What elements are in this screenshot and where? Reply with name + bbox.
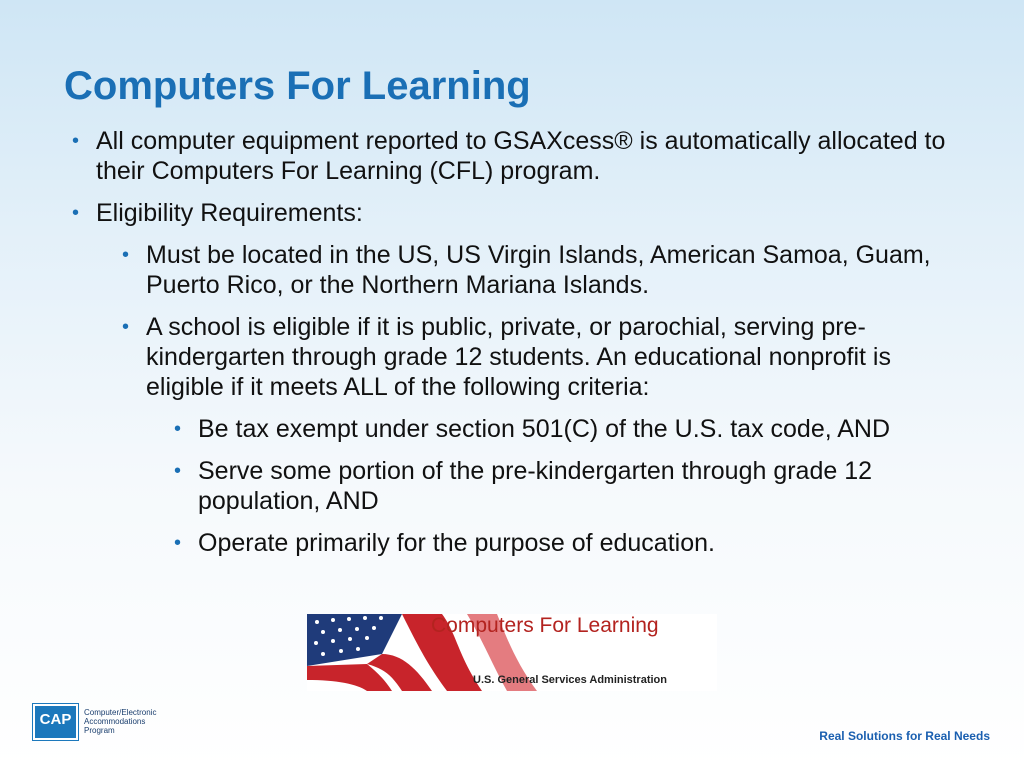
sub-bullet-item [70, 312, 970, 402]
bullet-dot-icon: • [72, 130, 80, 152]
sub-sub-bullet-item [70, 456, 970, 516]
bullet-text: Operate primarily for the purpose of education. [198, 529, 715, 557]
bullet-dot-icon: • [174, 532, 182, 554]
cap-logo-mark: CAP [39, 711, 72, 728]
bullet-dot-icon: • [174, 460, 182, 482]
cap-logo-line: Program [84, 726, 115, 735]
sub-bullet-item [70, 240, 970, 300]
sub-sub-bullet-item [70, 528, 970, 558]
bullet-dot-icon: • [72, 202, 80, 224]
bullet-list [70, 126, 970, 570]
sub-sub-bullet-item [70, 414, 970, 444]
bullet-item [70, 198, 970, 228]
bullet-dot-icon: • [174, 418, 182, 440]
cfl-banner-image [307, 614, 717, 691]
bullet-text: Eligibility Requirements: [96, 199, 363, 227]
bullet-text: Must be located in the US, US Virgin Islands, American Samoa, Guam, Puerto Rico, or the Northern Mariana Islands. [146, 241, 931, 299]
banner-subtitle: U.S. General Services Administration [473, 674, 667, 686]
bullet-text: Be tax exempt under section 501(C) of the U.S. tax code, AND [198, 415, 891, 443]
bullet-dot-icon: • [122, 316, 130, 338]
cap-logo-text [84, 708, 184, 735]
bullet-item [70, 126, 970, 186]
cap-logo-line: Computer/Electronic [84, 708, 157, 717]
cap-logo [33, 704, 78, 740]
slide-title: Computers For Learning [64, 64, 531, 108]
bullet-text: All computer equipment reported to GSAXcess® is automatically allocated to their Computers For Learning (CFL) program. [96, 127, 946, 185]
cap-logo-line: Accommodations [84, 717, 146, 726]
bullet-dot-icon: • [122, 244, 130, 266]
bullet-text: Serve some portion of the pre-kindergarten through grade 12 population, AND [198, 457, 873, 515]
banner-title: Computers For Learning [431, 614, 659, 637]
bullet-text: A school is eligible if it is public, private, or parochial, serving pre-kindergarten through grade 12 students. An educational nonprofit is eligible if it meets ALL of the following criteria: [146, 313, 891, 401]
footer-tagline: Real Solutions for Real Needs [819, 729, 990, 743]
